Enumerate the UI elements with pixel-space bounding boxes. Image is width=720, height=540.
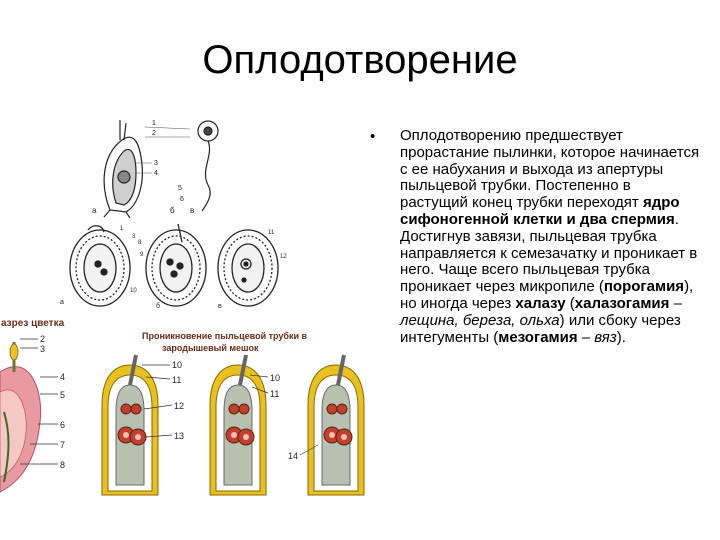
fig-label: 9: [140, 252, 144, 258]
fig-label: 3: [132, 234, 136, 240]
body-term-porogamy: порогамия: [603, 278, 685, 296]
body-text: –: [577, 328, 595, 346]
pollen-grain-sketch: [198, 121, 218, 211]
ovule-a-sketch: [70, 226, 130, 306]
fig-label: 5: [178, 185, 182, 192]
fig-label: 11: [270, 389, 280, 399]
embryo-caption-line2: зародышевый мешок: [162, 343, 259, 353]
fig-label: 6: [180, 196, 184, 203]
fig-letter: а: [60, 299, 64, 306]
body-example-chalazogamy: лещина, береза, ольха: [400, 311, 560, 329]
body-term-chalaza: халазу: [515, 294, 566, 312]
body-paragraph: [400, 128, 700, 346]
fig-letter: в: [218, 303, 222, 310]
body-text: ) или сбоку через интегументы (: [400, 311, 681, 346]
ovule-c-sketch: [218, 230, 278, 306]
fig-label: 2: [40, 334, 46, 344]
fig-label: 10: [130, 288, 137, 294]
fig-letter: б: [170, 206, 175, 215]
fig-label: 8: [60, 460, 66, 470]
body-term-sperm: ядро сифоногенной клетки и два спермия: [400, 194, 680, 228]
fig-label: 12: [280, 254, 287, 260]
fig-label: 12: [174, 401, 185, 411]
fig-label: 4: [154, 170, 158, 177]
fig-label: 10: [270, 373, 281, 383]
fig-label: 11: [268, 230, 275, 236]
fig-label: 4: [60, 372, 66, 382]
body-text: –: [669, 294, 682, 312]
fig-label: 2: [152, 130, 156, 137]
fig-label: 8: [138, 240, 142, 246]
body-text: . Достигнув завязи, пыльцевая трубка направляется к семезачатку и проникает в него. Чаще всего пыльцевая трубка проникает через микропиле (: [400, 210, 698, 296]
fig-label: 10: [172, 360, 183, 370]
fig-label: 13: [174, 431, 185, 441]
fig-label: 5: [60, 390, 66, 400]
ovule-b-sketch: [146, 224, 206, 306]
embryo-sac-1-sketch: [102, 355, 158, 495]
fig-letter: а: [92, 206, 97, 215]
body-text: (: [565, 294, 575, 312]
flower-petal-sketch: [0, 342, 41, 492]
fig-label: 3: [154, 160, 158, 167]
ovule-sketch: [104, 120, 142, 218]
body-term-chalazogamy: халазогамия: [574, 294, 670, 312]
fig-letter: в: [190, 206, 195, 215]
ovule-series-figure: [58, 222, 298, 312]
fig-label: 3: [40, 344, 46, 354]
embryo-sac-3-sketch: [308, 355, 364, 495]
embryo-caption-line1: Проникновение пыльцевой трубки в: [142, 331, 308, 341]
body-text: Оплодотворению предшествует прорастание пылинки, которое начинается с ее набухания и выхода из апертуры пыльцевой трубки. Постепенно в растущий конец трубки переходят: [400, 127, 700, 212]
embryo-sac-figure: [100, 325, 368, 505]
fig-label: 1: [120, 226, 124, 232]
slide-title: Оплодотворение: [202, 38, 518, 82]
fig-label: 7: [60, 440, 66, 450]
fig-label: 11: [172, 375, 182, 385]
pollen-germination-figure: [90, 115, 240, 220]
body-example-mesogamy: вяз: [594, 328, 617, 346]
body-term-mesogamy: мезогамия: [498, 328, 578, 346]
fig-label: 14: [288, 451, 299, 461]
body-text: ), но иногда через: [400, 278, 694, 312]
bullet-marker: •: [370, 128, 376, 145]
fig-label: 1: [152, 120, 156, 127]
fig-label: 6: [60, 420, 66, 430]
fig-letter: б: [156, 303, 161, 310]
flower-caption: азрез цветка: [1, 318, 65, 329]
body-text: ).: [616, 328, 626, 346]
flower-section-figure: [0, 312, 100, 502]
